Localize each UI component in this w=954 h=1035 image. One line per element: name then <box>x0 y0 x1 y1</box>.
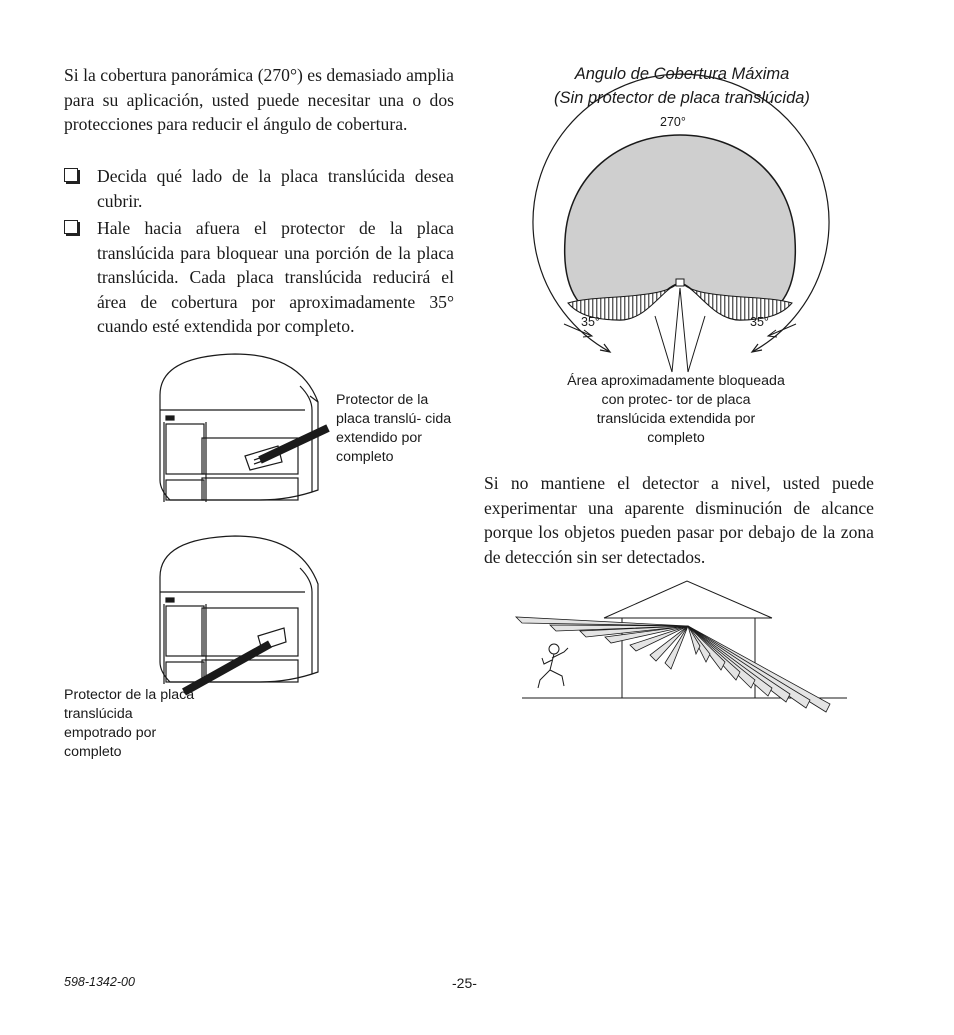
detector-shield-recessed-illustration <box>150 532 330 702</box>
intruder-figure <box>538 644 568 688</box>
angle-270-label: 270° <box>660 115 686 129</box>
label-shield-extended: Protector de la placa translú- cida extendido por completo <box>336 392 452 465</box>
blocked-area-label: Área aproximadamente bloqueada con protec- tor de placa translúcida extendida por completo <box>567 373 785 446</box>
bullet-item-2 <box>64 216 454 339</box>
coverage-title-line1: Angulo de Cobertura Máxima <box>574 65 790 83</box>
coverage-title-line2: (Sin protector de placa translúcida) <box>554 89 810 107</box>
sensor-marker <box>676 279 684 286</box>
angle-35-left-label: 35° <box>581 315 600 329</box>
checkbox-icon <box>64 168 78 182</box>
coverage-diagram-title <box>500 62 864 110</box>
bullet-item-1 <box>64 164 454 213</box>
label-shield-recessed: Protector de la placa translúcida empotrado por completo <box>64 687 195 760</box>
house-roof <box>604 581 772 618</box>
angle-35-right-label: 35° <box>750 315 769 329</box>
bullet-text: Hale hacia afuera el protector de la placa translúcida para bloquear una porción de la placa translúcida. Cada placa translúcida reducirá el área de cobertura por aproximadamente 35° cuando esté extendida por completo. <box>97 218 454 336</box>
bullet-text: Decida qué lado de la placa translúcida desea cubrir. <box>97 166 454 211</box>
intro-paragraph: Si la cobertura panorámica (270°) es demasiado amplia para su aplicación, usted puede necesitar una o dos protecciones para reducir el ángulo de cobertura. <box>64 65 454 134</box>
house-detection-zone-illustration <box>510 578 855 718</box>
checkbox-icon <box>64 220 78 234</box>
document-number: 598-1342-00 <box>64 975 135 989</box>
detector-shield-extended-illustration <box>150 350 330 520</box>
page-number: -25- <box>452 975 477 991</box>
level-warning-paragraph: Si no mantiene el detector a nivel, usted puede experimentar una aparente disminución de alcance porque los objetos pueden pasar por debajo de la zona de detección sin ser detectados. <box>484 473 874 567</box>
coverage-diagram <box>520 120 840 380</box>
